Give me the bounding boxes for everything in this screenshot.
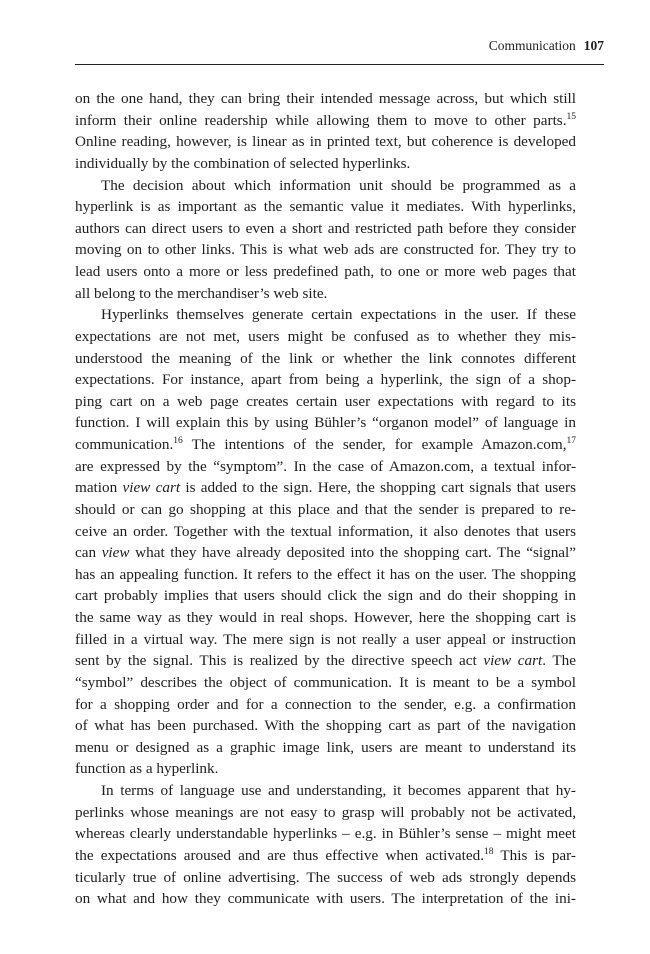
body-text [75,88,576,910]
footnote-ref: 18 [484,846,494,857]
text-line: can view what they have already deposited into the shopping cart. The “signal” [75,544,576,562]
paragraph [75,304,576,780]
text-line: authors can direct users to even a short and restricted path before they consider [75,219,576,237]
text-line: “symbol” describes the object of communication. It is meant to be a symbol [75,673,576,691]
text-line: the expectations aroused and are thus effective when activated.$^{18}$ This is par- [75,846,576,864]
text-line: of what has been purchased. With the shopping cart as part of the navigation [75,717,576,735]
text-line: all belong to the merchandiser’s web site. [75,284,328,302]
running-head-title: Communication [488,38,576,53]
text-line: for a shopping order and for a connection to the sender, e.g. a confirmation [75,695,576,713]
text-line: communication.$^{16}$ The intentions of the sender, for example Amazon.com,$^{17}$ [75,436,576,453]
text-line: menu or designed as a graphic image link, users are meant to understand its [75,738,576,756]
italic-term: view cart [122,479,181,497]
text-line: on what and how they communicate with users. The interpretation of the ini- [75,890,576,908]
text-line: understood the meaning of the link or whether the link connotes different [75,349,576,367]
text-line: individually by the combination of selected hyperlinks. [75,154,411,172]
italic-term: view [101,544,130,562]
running-head [75,38,604,62]
italic-term: view cart [483,652,543,670]
text-line: function. I will explain this by using Bühler’s “organon model” of language in [75,414,576,432]
text-line: ping cart on a web page creates certain user expectations with regard to its [75,392,576,410]
text-line: cart probably implies that users should click the sign and do their shopping in [75,587,576,605]
paragraph [75,780,576,910]
text-line: function as a hyperlink. [75,760,219,778]
text-line: should or can go shopping at this place and that the sender is prepared to re- [75,500,576,518]
text-line: hyperlink is as important as the semantic value it mediates. With hyperlinks, [75,198,576,216]
paragraph [75,175,576,305]
text-line: The decision about which information unit should be programmed as a [101,176,576,194]
text-line: Online reading, however, is linear as in printed text, but coherence is developed [75,133,576,151]
text-line: has an appealing function. It refers to the effect it has on the user. The shopping [75,565,576,583]
text-line: sent by the signal. This is realized by the directive speech act view cart. The [75,652,576,670]
footnote-ref: 16 [173,436,183,446]
text-line: expectations. For instance, apart from being a hyperlink, the sign of a shop- [75,371,576,389]
footnote-ref: 17 [566,436,576,446]
text-line: are expressed by the “symptom”. In the case of Amazon.com, a textual infor- [75,457,576,475]
text-line: In terms of language use and understanding, it becomes apparent that hy- [101,782,576,799]
text-line: expectations are not met, users might be confused as to whether they mis- [75,327,576,345]
text-line: lead users onto a more or less predefined path, to one or more web pages that [75,263,576,280]
page-number: 107 [583,38,604,53]
text-line: ticularly true of online advertising. The success of web ads strongly depends [75,868,576,886]
header-rule [75,64,604,65]
text-line: whereas clearly understandable hyperlinks – e.g. in Bühler’s sense – might meet [75,825,576,843]
text-line: on the one hand, they can bring their intended message across, but which still [75,90,576,107]
text-line: ceive an order. Together with the textual information, it also denotes that users [75,522,576,540]
text-line: moving on to other links. This is what web ads are constructed for. They try to [75,241,576,259]
text-line: filled in a virtual way. The mere sign is not really a user appeal or instruction [75,630,576,648]
text-line: Hyperlinks themselves generate certain expectations in the user. If these [101,306,576,324]
text-line: inform their online readership while allowing them to move to other parts.$^{15}$ [75,111,576,129]
text-line: the same way as they would in real shops. However, here the shopping cart is [75,609,576,626]
text-line: perlinks whose meanings are not easy to grasp will probably not be activated, [75,803,576,821]
footnote-ref: 15 [566,111,576,122]
text-line: mation view cart is added to the sign. Here, the shopping cart signals that users [75,479,576,497]
paragraph [75,88,576,175]
